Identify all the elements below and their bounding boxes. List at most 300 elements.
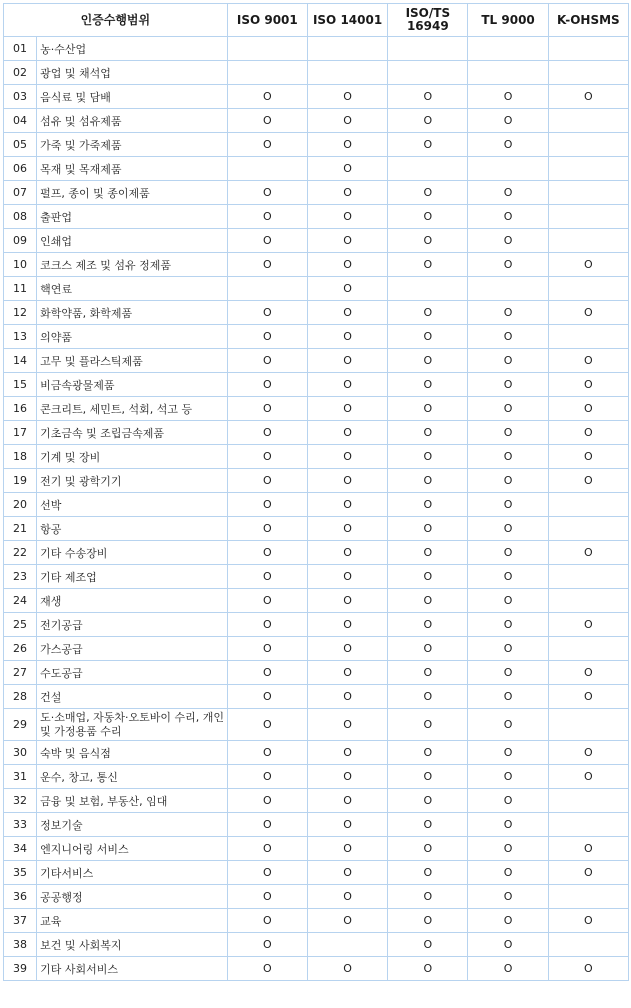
mark-tl-9000: O [468,469,548,493]
mark-iso-9001: O [227,957,307,981]
mark-iso-ts-16949: O [388,637,468,661]
mark-iso-14001: O [307,861,387,885]
mark-tl-9000: O [468,589,548,613]
mark-tl-9000: O [468,301,548,325]
mark-iso-9001: O [227,85,307,109]
mark-tl-9000: O [468,741,548,765]
mark-iso-9001: O [227,909,307,933]
mark-iso-ts-16949: O [388,109,468,133]
row-number: 29 [4,709,37,741]
industry-scope-name: 기타 수송장비 [37,541,228,565]
table-row [4,277,629,301]
table-row [4,61,629,85]
mark-iso-14001: O [307,493,387,517]
mark-iso-9001: O [227,421,307,445]
row-number: 21 [4,517,37,541]
table-row [4,589,629,613]
table-row [4,205,629,229]
mark-iso-9001: O [227,589,307,613]
mark-iso-ts-16949: O [388,565,468,589]
mark-tl-9000 [468,61,548,85]
table-row [4,661,629,685]
mark-iso-14001: O [307,517,387,541]
mark-iso-14001 [307,933,387,957]
mark-iso-9001: O [227,397,307,421]
industry-scope-name: 숙박 및 음식점 [37,741,228,765]
mark-k-ohsms [548,637,628,661]
industry-scope-name: 도·소매업, 자동차·오토바이 수리, 개인 및 가정용품 수리 [37,709,228,741]
mark-tl-9000: O [468,397,548,421]
table-row [4,445,629,469]
mark-tl-9000: O [468,517,548,541]
table-row [4,229,629,253]
industry-scope-name: 콘크리트, 세민트, 석회, 석고 등 [37,397,228,421]
table-row [4,301,629,325]
mark-k-ohsms [548,885,628,909]
row-number: 07 [4,181,37,205]
mark-iso-14001: O [307,325,387,349]
mark-iso-14001: O [307,589,387,613]
mark-iso-9001: O [227,709,307,741]
mark-iso-ts-16949 [388,37,468,61]
mark-iso-9001: O [227,837,307,861]
mark-iso-14001: O [307,229,387,253]
mark-iso-14001: O [307,909,387,933]
mark-iso-9001: O [227,813,307,837]
table-row [4,541,629,565]
mark-iso-9001: O [227,613,307,637]
mark-iso-ts-16949: O [388,469,468,493]
mark-k-ohsms: O [548,909,628,933]
table-row [4,325,629,349]
row-number: 10 [4,253,37,277]
industry-scope-name: 항공 [37,517,228,541]
row-number: 27 [4,661,37,685]
mark-iso-14001: O [307,789,387,813]
mark-iso-ts-16949: O [388,229,468,253]
mark-iso-9001: O [227,517,307,541]
table-row [4,421,629,445]
mark-iso-14001: O [307,253,387,277]
industry-scope-name: 건설 [37,685,228,709]
industry-scope-name: 가스공급 [37,637,228,661]
industry-scope-name: 교육 [37,909,228,933]
mark-iso-9001: O [227,133,307,157]
mark-iso-9001: O [227,445,307,469]
table-row [4,909,629,933]
mark-tl-9000: O [468,445,548,469]
mark-iso-9001: O [227,373,307,397]
mark-k-ohsms: O [548,541,628,565]
table-row [4,517,629,541]
mark-k-ohsms: O [548,349,628,373]
mark-iso-ts-16949: O [388,909,468,933]
industry-scope-name: 기초금속 및 조립금속제품 [37,421,228,445]
mark-iso-14001: O [307,957,387,981]
table-row [4,109,629,133]
table-row [4,685,629,709]
industry-scope-name: 광업 및 채석업 [37,61,228,85]
mark-iso-14001 [307,61,387,85]
mark-iso-9001: O [227,789,307,813]
table-row [4,397,629,421]
industry-scope-name: 음식료 및 담배 [37,85,228,109]
row-number: 28 [4,685,37,709]
mark-iso-ts-16949: O [388,397,468,421]
industry-scope-name: 운수, 창고, 통신 [37,765,228,789]
row-number: 13 [4,325,37,349]
mark-iso-ts-16949: O [388,325,468,349]
table-row [4,709,629,741]
row-number: 11 [4,277,37,301]
mark-tl-9000: O [468,349,548,373]
mark-iso-14001: O [307,709,387,741]
mark-iso-14001: O [307,765,387,789]
mark-iso-14001: O [307,373,387,397]
mark-iso-9001: O [227,637,307,661]
mark-k-ohsms [548,181,628,205]
mark-tl-9000: O [468,493,548,517]
mark-iso-9001: O [227,469,307,493]
header-iso-ts-16949: ISO/TS 16949 [388,4,468,37]
mark-iso-ts-16949 [388,277,468,301]
mark-iso-ts-16949: O [388,421,468,445]
industry-scope-name: 섬유 및 섬유제품 [37,109,228,133]
table-row [4,349,629,373]
row-number: 34 [4,837,37,861]
row-number: 39 [4,957,37,981]
mark-k-ohsms [548,157,628,181]
industry-scope-name: 보건 및 사회복지 [37,933,228,957]
industry-scope-name: 출판업 [37,205,228,229]
row-number: 04 [4,109,37,133]
table-row [4,181,629,205]
industry-scope-name: 공공행정 [37,885,228,909]
industry-scope-name: 금융 및 보험, 부동산, 임대 [37,789,228,813]
row-number: 06 [4,157,37,181]
mark-iso-ts-16949: O [388,301,468,325]
mark-tl-9000 [468,277,548,301]
mark-tl-9000: O [468,909,548,933]
mark-tl-9000: O [468,325,548,349]
mark-iso-9001: O [227,301,307,325]
mark-iso-ts-16949: O [388,349,468,373]
mark-iso-9001: O [227,181,307,205]
mark-iso-ts-16949: O [388,373,468,397]
row-number: 14 [4,349,37,373]
mark-iso-9001: O [227,109,307,133]
mark-iso-14001: O [307,637,387,661]
mark-tl-9000: O [468,765,548,789]
table-row [4,837,629,861]
table-row [4,813,629,837]
header-row [4,4,629,37]
mark-iso-ts-16949: O [388,741,468,765]
mark-tl-9000 [468,157,548,181]
industry-scope-name: 전기공급 [37,613,228,637]
industry-scope-name: 농·수산업 [37,37,228,61]
table-row [4,37,629,61]
table-row [4,157,629,181]
industry-scope-name: 수도공급 [37,661,228,685]
mark-iso-9001 [227,277,307,301]
header-iso-14001: ISO 14001 [307,4,387,37]
table-row [4,861,629,885]
industry-scope-name: 정보기술 [37,813,228,837]
header-iso-9001: ISO 9001 [227,4,307,37]
mark-iso-ts-16949: O [388,493,468,517]
row-number: 25 [4,613,37,637]
mark-k-ohsms [548,37,628,61]
row-number: 20 [4,493,37,517]
mark-iso-14001 [307,37,387,61]
mark-iso-9001: O [227,565,307,589]
mark-iso-ts-16949: O [388,685,468,709]
industry-scope-name: 의약품 [37,325,228,349]
mark-iso-ts-16949: O [388,85,468,109]
row-number: 01 [4,37,37,61]
mark-iso-ts-16949: O [388,789,468,813]
mark-tl-9000: O [468,541,548,565]
row-number: 26 [4,637,37,661]
table-row [4,133,629,157]
mark-tl-9000: O [468,229,548,253]
industry-scope-name: 비금속광물제품 [37,373,228,397]
mark-tl-9000: O [468,85,548,109]
industry-scope-name: 재생 [37,589,228,613]
mark-k-ohsms: O [548,397,628,421]
mark-iso-9001: O [227,253,307,277]
row-number: 36 [4,885,37,909]
mark-iso-9001: O [227,325,307,349]
mark-iso-ts-16949: O [388,661,468,685]
mark-iso-14001: O [307,301,387,325]
mark-iso-ts-16949: O [388,837,468,861]
mark-iso-ts-16949: O [388,861,468,885]
mark-iso-14001: O [307,133,387,157]
row-number: 31 [4,765,37,789]
mark-k-ohsms [548,229,628,253]
mark-iso-ts-16949: O [388,133,468,157]
mark-iso-9001 [227,37,307,61]
mark-k-ohsms: O [548,685,628,709]
mark-k-ohsms: O [548,373,628,397]
mark-tl-9000: O [468,373,548,397]
mark-k-ohsms: O [548,253,628,277]
mark-tl-9000 [468,37,548,61]
row-number: 08 [4,205,37,229]
table-row [4,789,629,813]
mark-k-ohsms: O [548,957,628,981]
mark-iso-9001: O [227,493,307,517]
industry-scope-name: 전기 및 광학기기 [37,469,228,493]
mark-k-ohsms: O [548,421,628,445]
industry-scope-name: 엔지니어링 서비스 [37,837,228,861]
mark-k-ohsms: O [548,85,628,109]
row-number: 24 [4,589,37,613]
mark-iso-14001: O [307,661,387,685]
table-row [4,373,629,397]
mark-tl-9000: O [468,813,548,837]
row-number: 18 [4,445,37,469]
mark-tl-9000: O [468,789,548,813]
mark-iso-14001: O [307,541,387,565]
mark-k-ohsms [548,565,628,589]
row-number: 17 [4,421,37,445]
mark-iso-9001 [227,61,307,85]
mark-iso-9001: O [227,541,307,565]
row-number: 33 [4,813,37,837]
mark-tl-9000: O [468,861,548,885]
mark-k-ohsms [548,709,628,741]
mark-tl-9000: O [468,181,548,205]
mark-tl-9000: O [468,253,548,277]
row-number: 09 [4,229,37,253]
mark-k-ohsms: O [548,301,628,325]
mark-k-ohsms: O [548,661,628,685]
row-number: 22 [4,541,37,565]
industry-scope-name: 고무 및 플라스틱제품 [37,349,228,373]
table-row [4,469,629,493]
industry-scope-name: 선박 [37,493,228,517]
mark-k-ohsms [548,589,628,613]
mark-k-ohsms [548,133,628,157]
mark-iso-9001: O [227,765,307,789]
mark-k-ohsms [548,277,628,301]
mark-iso-9001: O [227,741,307,765]
mark-k-ohsms: O [548,469,628,493]
row-number: 16 [4,397,37,421]
mark-iso-14001: O [307,469,387,493]
mark-iso-14001: O [307,565,387,589]
mark-tl-9000: O [468,709,548,741]
industry-scope-name: 기계 및 장비 [37,445,228,469]
mark-iso-ts-16949: O [388,181,468,205]
mark-iso-ts-16949: O [388,517,468,541]
row-number: 12 [4,301,37,325]
mark-k-ohsms [548,813,628,837]
header-k-ohsms: K-OHSMS [548,4,628,37]
mark-k-ohsms [548,109,628,133]
table-row [4,85,629,109]
table-row [4,565,629,589]
mark-tl-9000: O [468,133,548,157]
industry-scope-name: 화학약품, 화학제품 [37,301,228,325]
mark-iso-9001: O [227,685,307,709]
table-row [4,493,629,517]
mark-iso-9001: O [227,229,307,253]
mark-tl-9000: O [468,837,548,861]
industry-scope-name: 목재 및 목재제품 [37,157,228,181]
industry-scope-name: 펄프, 종이 및 종이제품 [37,181,228,205]
mark-iso-9001: O [227,933,307,957]
table-row [4,885,629,909]
table-row [4,741,629,765]
mark-k-ohsms [548,205,628,229]
mark-iso-14001: O [307,277,387,301]
row-number: 38 [4,933,37,957]
table-row [4,957,629,981]
mark-k-ohsms: O [548,613,628,637]
mark-iso-14001: O [307,205,387,229]
mark-tl-9000: O [468,661,548,685]
industry-scope-name: 기타 제조업 [37,565,228,589]
mark-iso-9001: O [227,205,307,229]
mark-k-ohsms: O [548,837,628,861]
mark-iso-14001: O [307,445,387,469]
row-number: 05 [4,133,37,157]
industry-scope-name: 기타 사회서비스 [37,957,228,981]
scope-header: 인증수행범위 [4,4,228,37]
mark-iso-14001: O [307,741,387,765]
mark-iso-ts-16949: O [388,205,468,229]
mark-iso-ts-16949: O [388,813,468,837]
mark-iso-ts-16949: O [388,765,468,789]
mark-tl-9000: O [468,685,548,709]
table-row [4,765,629,789]
industry-scope-name: 가죽 및 가죽제품 [37,133,228,157]
mark-iso-14001: O [307,613,387,637]
mark-iso-ts-16949: O [388,541,468,565]
mark-iso-ts-16949: O [388,709,468,741]
mark-k-ohsms [548,933,628,957]
mark-k-ohsms [548,517,628,541]
mark-k-ohsms: O [548,765,628,789]
table-row [4,637,629,661]
mark-iso-ts-16949: O [388,885,468,909]
mark-tl-9000: O [468,933,548,957]
mark-iso-ts-16949 [388,61,468,85]
mark-iso-14001: O [307,181,387,205]
mark-iso-14001: O [307,85,387,109]
mark-iso-ts-16949: O [388,957,468,981]
row-number: 30 [4,741,37,765]
mark-k-ohsms [548,493,628,517]
mark-tl-9000: O [468,885,548,909]
row-number: 02 [4,61,37,85]
mark-iso-9001 [227,157,307,181]
mark-iso-9001: O [227,885,307,909]
mark-k-ohsms [548,61,628,85]
row-number: 19 [4,469,37,493]
row-number: 37 [4,909,37,933]
mark-iso-14001: O [307,397,387,421]
industry-scope-name: 기타서비스 [37,861,228,885]
mark-iso-14001: O [307,685,387,709]
mark-iso-ts-16949: O [388,589,468,613]
row-number: 23 [4,565,37,589]
mark-tl-9000: O [468,205,548,229]
mark-iso-ts-16949: O [388,253,468,277]
mark-iso-14001: O [307,813,387,837]
mark-iso-ts-16949: O [388,445,468,469]
header-tl-9000: TL 9000 [468,4,548,37]
mark-k-ohsms: O [548,445,628,469]
mark-iso-14001: O [307,109,387,133]
industry-scope-name: 코크스 제조 및 섬유 정제품 [37,253,228,277]
mark-k-ohsms [548,789,628,813]
mark-iso-14001: O [307,885,387,909]
row-number: 15 [4,373,37,397]
mark-iso-14001: O [307,421,387,445]
mark-tl-9000: O [468,637,548,661]
table-row [4,613,629,637]
mark-tl-9000: O [468,957,548,981]
mark-iso-9001: O [227,861,307,885]
mark-iso-14001: O [307,837,387,861]
mark-k-ohsms: O [548,861,628,885]
mark-tl-9000: O [468,613,548,637]
